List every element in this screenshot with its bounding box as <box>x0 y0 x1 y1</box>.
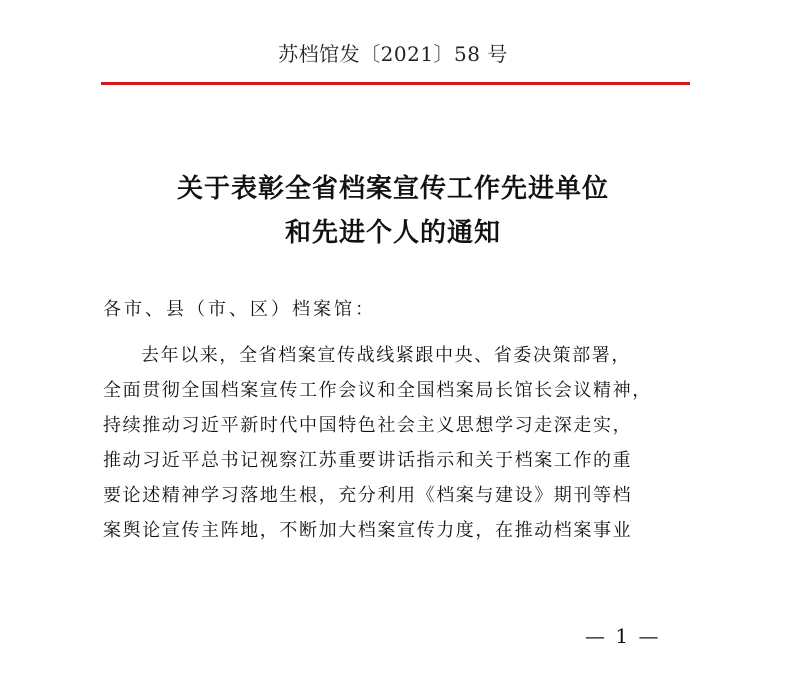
red-header-rule <box>101 82 690 85</box>
body-line: 案舆论宣传主阵地，不断加大档案宣传力度，在推动档案事业 <box>103 520 633 541</box>
body-paragraph <box>103 338 692 548</box>
title-line-1: 关于表彰全省档案宣传工作先进单位 <box>176 174 609 204</box>
document-title <box>0 167 786 255</box>
page-number: — 1 — <box>585 624 661 648</box>
body-line: 全面贯彻全国档案宣传工作会议和全国档案局长馆长会议精神， <box>103 380 652 401</box>
document-number: 苏档馆发〔2021〕58 号 <box>278 42 508 66</box>
body-line: 要论述精神学习落地生根，充分利用《档案与建设》期刊等档 <box>103 485 633 506</box>
body-line: 去年以来，全省档案宣传战线紧跟中央、省委决策部署， <box>141 345 631 366</box>
salutation: 各市、县（市、区）档案馆： <box>103 299 376 320</box>
body-line: 推动习近平总书记视察江苏重要讲话指示和关于档案工作的重 <box>103 450 633 471</box>
body-line: 持续推动习近平新时代中国特色社会主义思想学习走深走实， <box>103 415 633 436</box>
title-line-2: 和先进个人的通知 <box>284 218 501 248</box>
